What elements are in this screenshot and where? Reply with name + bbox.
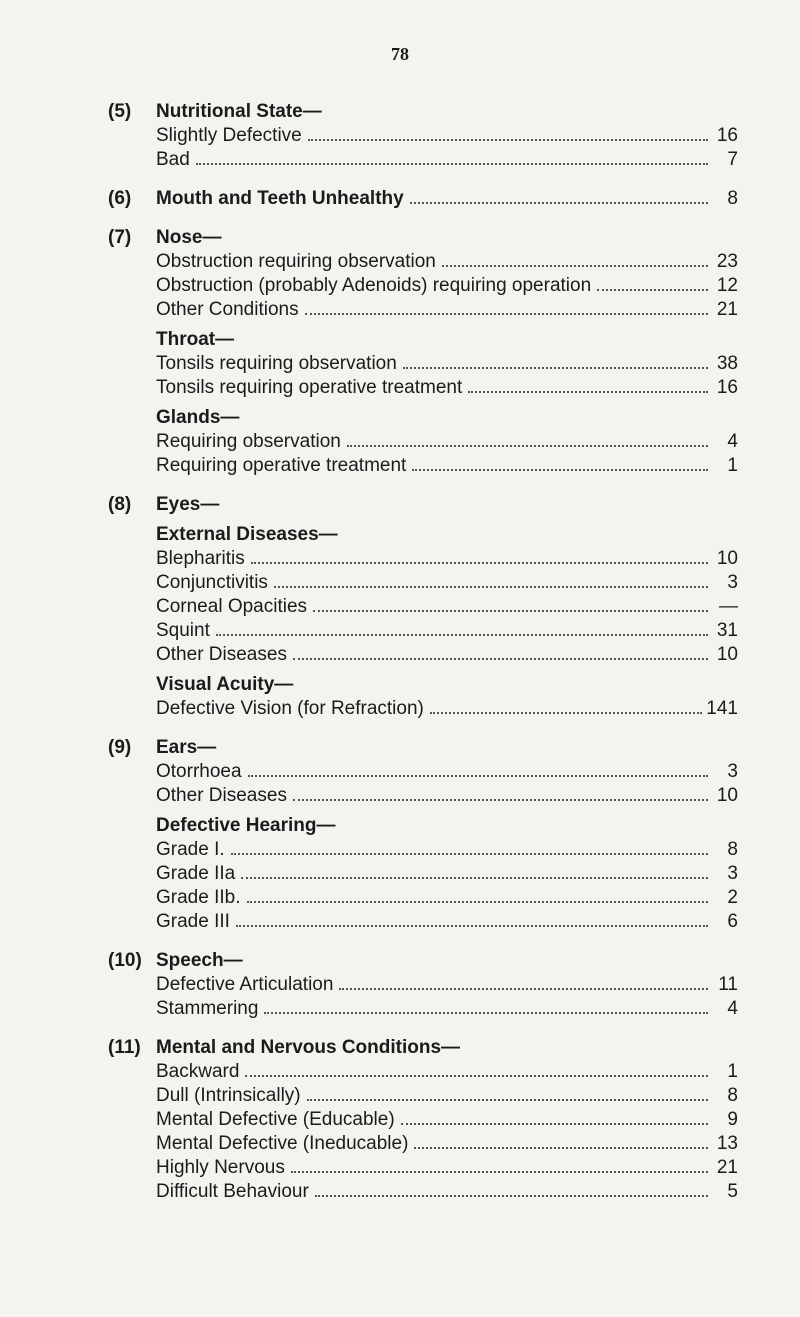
item-value: 3 <box>727 863 738 884</box>
list-item <box>156 148 738 172</box>
section-title: Speech— <box>156 950 243 971</box>
section-heading <box>108 100 738 124</box>
item-label: Backward <box>156 1061 240 1082</box>
item-label: Defective Articulation <box>156 974 334 995</box>
item-group <box>108 673 738 721</box>
leader-dots <box>307 1098 708 1101</box>
item-label: Other Diseases <box>156 785 287 806</box>
item-value: 4 <box>727 998 738 1019</box>
section-row <box>108 187 738 211</box>
group-subheading: Throat— <box>156 329 235 350</box>
list-item <box>156 838 738 862</box>
item-label: Grade IIb. <box>156 887 241 908</box>
item-label: Mental Defective (Educable) <box>156 1109 395 1130</box>
leader-dots <box>305 312 708 315</box>
item-value: 16 <box>716 377 738 398</box>
leader-dots <box>308 138 708 141</box>
report-section <box>108 949 738 1021</box>
leader-dots <box>403 366 708 369</box>
list-item <box>156 454 738 478</box>
section-title: Mental and Nervous Conditions— <box>156 1037 461 1058</box>
section-heading <box>108 226 738 250</box>
section-heading <box>108 493 738 517</box>
item-label: Requiring observation <box>156 431 341 452</box>
item-value: 141 <box>706 698 738 719</box>
leader-dots <box>236 924 708 927</box>
leader-dots <box>347 444 708 447</box>
leader-dots <box>597 288 708 291</box>
list-item <box>156 1180 738 1204</box>
item-value: 2 <box>727 887 738 908</box>
item-group <box>108 1060 738 1204</box>
list-item <box>156 973 738 997</box>
item-group <box>108 760 738 808</box>
item-label: Grade III <box>156 911 230 932</box>
item-group <box>108 814 738 934</box>
leader-dots <box>264 1011 708 1014</box>
section-heading <box>108 1036 738 1060</box>
item-value: 21 <box>716 1157 738 1178</box>
section-heading <box>108 949 738 973</box>
list-item <box>156 1084 738 1108</box>
item-group <box>108 523 738 667</box>
leader-dots <box>315 1194 708 1197</box>
item-value: 38 <box>716 353 738 374</box>
report-section <box>108 736 738 934</box>
item-value: 8 <box>727 188 738 209</box>
item-value: 21 <box>716 299 738 320</box>
leader-dots <box>245 1074 708 1077</box>
item-value: 3 <box>727 761 738 782</box>
item-value: 16 <box>716 125 738 146</box>
item-value: 10 <box>716 548 738 569</box>
item-label: Dull (Intrinsically) <box>156 1085 301 1106</box>
item-label: Blepharitis <box>156 548 245 569</box>
group-subheading: Visual Acuity— <box>156 674 294 695</box>
item-value: 6 <box>727 911 738 932</box>
list-item <box>156 1132 738 1156</box>
leader-dots <box>291 1170 708 1173</box>
leader-dots <box>410 201 708 204</box>
list-item <box>156 298 738 322</box>
leader-dots <box>401 1122 708 1125</box>
list-item <box>156 886 738 910</box>
list-item <box>156 571 738 595</box>
group-subheading: Defective Hearing— <box>156 815 336 836</box>
leader-dots <box>248 774 708 777</box>
leader-dots <box>251 561 708 564</box>
leader-dots <box>442 264 708 267</box>
item-value: 31 <box>716 620 738 641</box>
list-item <box>156 1156 738 1180</box>
list-item <box>156 250 738 274</box>
section-number: (5) <box>108 101 132 122</box>
item-value: 3 <box>727 572 738 593</box>
leader-dots <box>339 987 708 990</box>
item-group <box>108 250 738 322</box>
section-number: (7) <box>108 227 132 248</box>
section-heading <box>108 736 738 760</box>
leader-dots <box>414 1146 708 1149</box>
item-label: Highly Nervous <box>156 1157 285 1178</box>
leader-dots <box>241 876 708 879</box>
item-value: — <box>719 596 738 617</box>
item-value: 1 <box>727 1061 738 1082</box>
item-label: Grade IIa <box>156 863 236 884</box>
item-value: 10 <box>716 785 738 806</box>
list-item <box>156 430 738 454</box>
section-number: (9) <box>108 737 132 758</box>
report-section <box>108 100 738 172</box>
list-item <box>156 697 738 721</box>
leader-dots <box>274 585 708 588</box>
item-label: Obstruction (probably Adenoids) requiring operation <box>156 275 592 296</box>
group-subheading: External Diseases— <box>156 524 338 545</box>
item-label: Defective Vision (for Refraction) <box>156 698 424 719</box>
item-group <box>108 406 738 478</box>
item-value: 12 <box>716 275 738 296</box>
item-label: Obstruction requiring observation <box>156 251 436 272</box>
list-item <box>156 997 738 1021</box>
list-item <box>156 595 738 619</box>
item-label: Corneal Opacities <box>156 596 308 617</box>
item-label: Other Diseases <box>156 644 287 665</box>
item-value: 8 <box>727 1085 738 1106</box>
list-item <box>156 547 738 571</box>
item-group <box>108 973 738 1021</box>
item-label: Mental Defective (Ineducable) <box>156 1133 409 1154</box>
item-value: 5 <box>727 1181 738 1202</box>
leader-dots <box>430 711 702 714</box>
item-label: Requiring operative treatment <box>156 455 407 476</box>
list-item <box>156 352 738 376</box>
item-value: 23 <box>716 251 738 272</box>
list-item <box>156 643 738 667</box>
section-title: Eyes— <box>156 494 220 515</box>
leader-dots <box>247 900 709 903</box>
item-label: Otorrhoea <box>156 761 242 782</box>
item-group <box>108 328 738 400</box>
leader-dots <box>216 633 708 636</box>
item-label: Squint <box>156 620 210 641</box>
section-title: Nutritional State— <box>156 101 322 122</box>
list-item <box>156 760 738 784</box>
section-number: (8) <box>108 494 132 515</box>
list-item <box>156 1108 738 1132</box>
item-value: 10 <box>716 644 738 665</box>
list-item <box>156 274 738 298</box>
list-item <box>156 619 738 643</box>
item-value: 4 <box>727 431 738 452</box>
leader-dots <box>293 798 708 801</box>
list-item <box>156 124 738 148</box>
item-label: Tonsils requiring observation <box>156 353 397 374</box>
report-section <box>108 1036 738 1204</box>
item-label: Tonsils requiring operative treatment <box>156 377 463 398</box>
item-label: Bad <box>156 149 190 170</box>
item-label: Grade I. <box>156 839 225 860</box>
list-item <box>156 910 738 934</box>
item-label: Conjunctivitis <box>156 572 268 593</box>
item-value: 1 <box>727 455 738 476</box>
list-item <box>156 862 738 886</box>
page-number: 78 <box>391 44 409 64</box>
leader-dots <box>313 609 708 612</box>
section-number: (10) <box>108 950 142 971</box>
item-value: 11 <box>718 974 738 995</box>
item-label: Stammering <box>156 998 259 1019</box>
list-item <box>156 376 738 400</box>
report-section <box>108 493 738 721</box>
list-item <box>156 1060 738 1084</box>
item-label: Slightly Defective <box>156 125 302 146</box>
leader-dots <box>231 852 708 855</box>
report-list <box>108 100 738 1219</box>
section-number: (6) <box>108 188 132 209</box>
report-section <box>108 226 738 478</box>
list-item <box>156 784 738 808</box>
group-subheading: Glands— <box>156 407 240 428</box>
item-group <box>108 124 738 172</box>
item-label: Other Conditions <box>156 299 299 320</box>
leader-dots <box>196 162 708 165</box>
item-value: 13 <box>716 1133 738 1154</box>
section-title: Nose— <box>156 227 222 248</box>
report-section <box>108 187 738 211</box>
section-number: (11) <box>108 1037 141 1058</box>
section-title: Mouth and Teeth Unhealthy <box>156 188 404 209</box>
item-label: Difficult Behaviour <box>156 1181 309 1202</box>
item-value: 7 <box>727 149 738 170</box>
leader-dots <box>293 657 708 660</box>
leader-dots <box>468 390 708 393</box>
section-title: Ears— <box>156 737 217 758</box>
item-value: 9 <box>727 1109 738 1130</box>
item-value: 8 <box>727 839 738 860</box>
leader-dots <box>412 468 708 471</box>
